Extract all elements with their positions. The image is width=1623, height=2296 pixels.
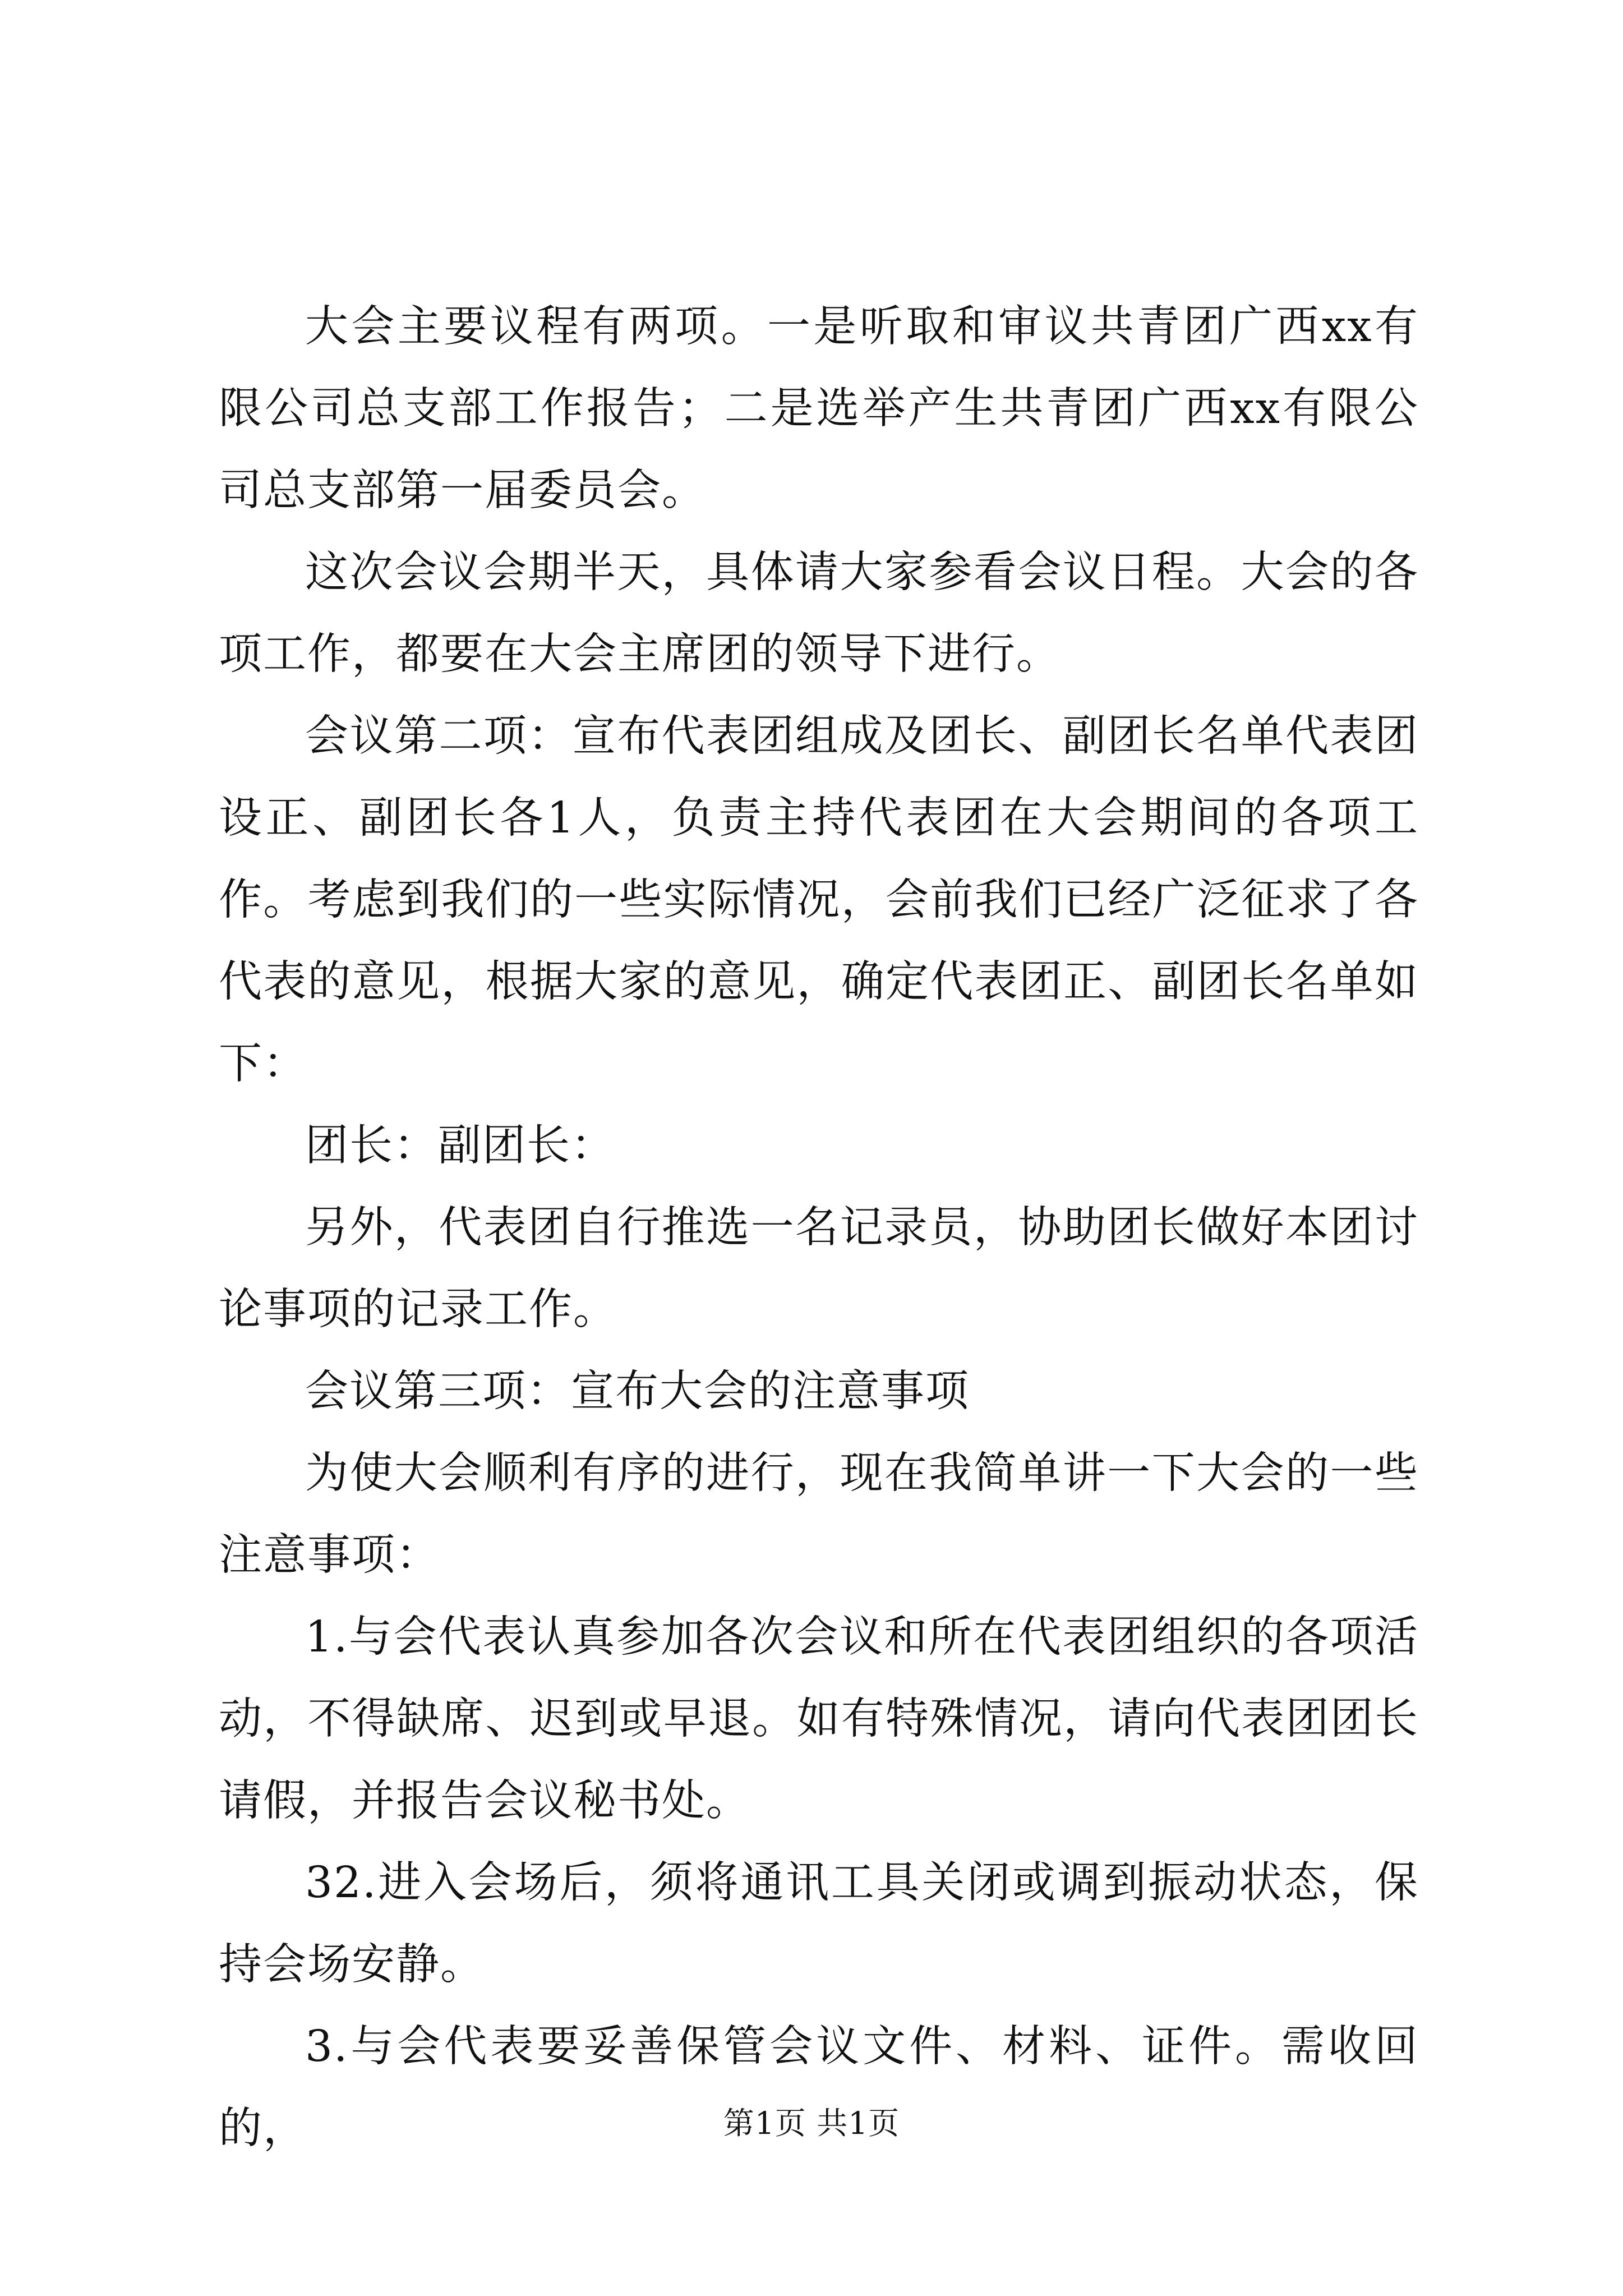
paragraph-item-three: 会议第三项：宣布大会的注意事项 bbox=[305, 1366, 970, 1416]
document-body bbox=[219, 286, 1419, 2170]
paragraph-recorder: 另外，代表团自行推选一名记录员，协助团长做好本团讨论事项的记录工作。 bbox=[219, 1203, 1419, 1335]
paragraph-schedule: 这次会议会期半天，具体请大家参看会议日程。大会的各项工作，都要在大会主席团的领导下进行。 bbox=[219, 547, 1419, 679]
paragraph-leaders: 团长：副团长： bbox=[305, 1121, 615, 1171]
page-footer: 第1页 共1页 bbox=[723, 2105, 900, 2141]
paragraph-notice-2: 32.进入会场后，须将通讯工具关闭或调到振动状态，保持会场安静。 bbox=[219, 1858, 1419, 1990]
paragraph-agenda: 大会主要议程有两项。一是听取和审议共青团广西xx有限公司总支部工作报告；二是选举产生共青团广西xx有限公司总支部第一届委员会。 bbox=[219, 302, 1419, 516]
paragraph-item-two: 会议第二项：宣布代表团组成及团长、副团长名单代表团设正、副团长各1人，负责主持代表团在大会期间的各项工作。考虑到我们的一些实际情况，会前我们已经广泛征求了各代表的意见，根据大家的意见，确定代表团正、副团长名单如下： bbox=[219, 711, 1419, 1089]
paragraph-notice-1: 1.与会代表认真参加各次会议和所在代表团组织的各项活动，不得缺席、迟到或早退。如有特殊情况，请向代表团团长请假，并报告会议秘书处。 bbox=[219, 1612, 1419, 1826]
paragraph-notice-3: 3.与会代表要妥善保管会议文件、材料、证件。需收回的， bbox=[219, 2022, 1419, 2154]
paragraph-notice-intro: 为使大会顺利有序的进行，现在我简单讲一下大会的一些注意事项： bbox=[219, 1448, 1419, 1580]
